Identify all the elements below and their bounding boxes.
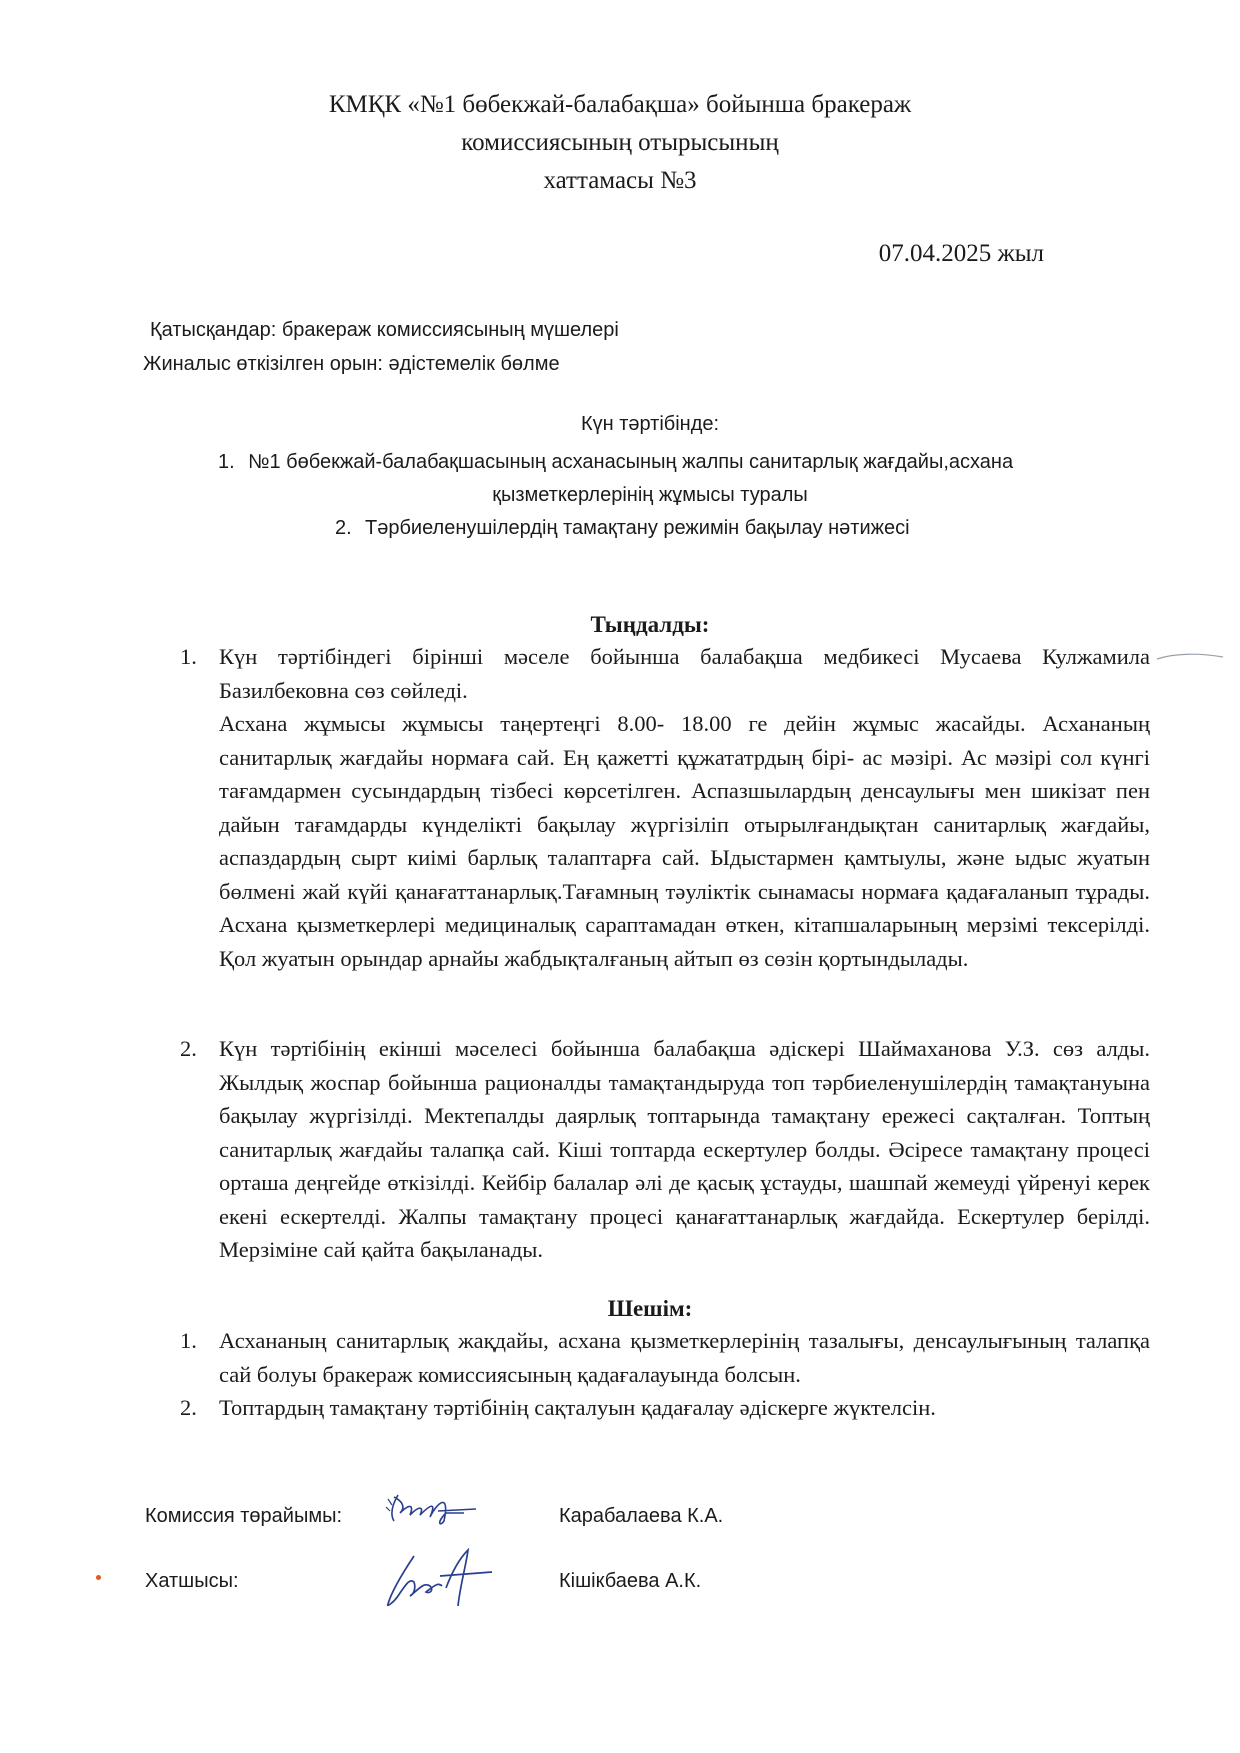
place-line: Жиналыс өткізілген орын: әдістемелік бөлме — [143, 353, 560, 375]
agenda-item-1-continuation: қызметкерлерінің жұмысы туралы — [492, 484, 808, 506]
decision-item-1-text: Асхананың санитарлық жақдайы, асхана қызметкерлерінің тазалығы, денсаулығының талапқа сай болуы бракераж комиссиясының қадағалауында болсын. — [219, 1328, 1150, 1387]
meeting-meta — [143, 313, 619, 381]
title-line-3: хаттамасы №3 — [543, 167, 697, 194]
agenda-item-2-number: 2. — [335, 517, 352, 539]
heard-heading: Тыңдалды: — [590, 612, 710, 637]
decision-item-1-number: 1. — [180, 1328, 197, 1353]
heard-item-2-number: 2. — [180, 1036, 197, 1061]
chair-name: Карабалаева К.А. — [559, 1505, 724, 1527]
chair-role: Комиссия төрайымы: — [145, 1505, 343, 1527]
agenda-item-2-text: Тәрбиеленушілердің тамақтану режимін бақылау нәтижесі — [365, 517, 910, 539]
heard-item-1-number: 1. — [180, 644, 197, 669]
secretary-role: Хатшысы: — [145, 1570, 239, 1592]
chair-signature-icon — [380, 1483, 490, 1533]
heard-item-1 — [180, 640, 1150, 975]
title-line-1: КМҚК «№1 бөбекжай-балабақша» бойынша бракераж — [328, 91, 912, 118]
decision-item-2-number: 2. — [180, 1395, 197, 1420]
agenda-item-1-text: №1 бөбекжай-балабақшасының асханасының жалпы санитарлық жағдайы,асхана — [248, 451, 1014, 473]
secretary-name: Кішікбаева А.К. — [559, 1570, 702, 1592]
heard-item-1-text: Асхана жұмысы жұмысы таңертеңгі 8.00- 18.00 ге дейін жұмыс жасайды. Асхананың санитарлық жағдайы нормаға сай. Ең қажетті құжататрдың бірі- ас мәзірі. Ас мәзірі сол күнгі тағамдармен сусындардың тізбесі көрсетілген. Аспазшылардың денсаулығы мен шикізат пен дайын тағамдарды күнделікті бақылау жүргізіліп отырылғандықтан санитарлық жағдайы, аспаздардың сырт киімі барлық талаптарға сай. Ыдыстармен қамтыулы, және ыдыс жуатын бөлмені жай күйі қанағаттанарлық.Тағамның тәуліктік сынамасы нормаға қадағаланып тұрады. Асхана қызметкерлері медициналық сараптамадан өткен, кітапшаларының мерзімі тексерілді. Қол жуатын орындар арнайы жабдықталғаның айтып өз сөзін қортындылады. — [219, 711, 1150, 971]
agenda-item-2 — [335, 512, 910, 545]
heard-item-1-intro: Күн тәртібіндегі бірінші мәселе бойынша балабақша медбикесі Мусаева Кулжамила Базилбековна сөз сөйледі. — [219, 644, 1150, 703]
document-date: 07.04.2025 жыл — [878, 240, 1044, 267]
agenda-item-1 — [218, 446, 1013, 479]
document-title — [0, 86, 1240, 200]
ink-dot-mark — [96, 1575, 101, 1580]
decision-heading: Шешім: — [607, 1296, 693, 1321]
decision-item-2-text: Топтардың тамақтану тәртібінің сақталуын қадағалау әдіскерге жүктелсін. — [219, 1395, 936, 1420]
heard-item-2-text: Күн тәртібінің екінші мәселесі бойынша балабақша әдіскері Шаймаханова У.З. сөз алды. Жылдық жоспар бойынша рационалды тамақтандыруда топ тәрбиеленушілердің тамақтануына бақылау жүргізілді. Мектепалды даярлық топтарында тамақтану ережесі сақталған. Топтың санитарлық жағдайы талапқа сай. Кіші топтарда ескертулер болды. Әсіресе тамақтану процесі орташа деңгейде өткізілді. Кейбір балалар әлі де қасық ұстауды, шашпай жемеуді үйренуі керек екені ескертелді. Жалпы тамақтану процесі қанағаттанарлық жағдайда. Ескертулер берілді. Мерзіміне сай қайта бақыланады. — [219, 1036, 1150, 1262]
heard-item-2 — [180, 1032, 1150, 1267]
decision-item-1 — [180, 1324, 1150, 1391]
agenda-item-1-number: 1. — [218, 451, 235, 473]
title-line-2: комиссиясының отырысының — [461, 129, 779, 156]
agenda-heading: Күн тәртібінде: — [580, 413, 720, 435]
pen-stroke-mark — [1155, 651, 1225, 663]
participants-line: Қатысқандар: бракераж комиссиясының мүшелері — [150, 319, 619, 341]
decision-item-2 — [180, 1391, 1150, 1425]
secretary-signature-icon — [380, 1542, 510, 1612]
